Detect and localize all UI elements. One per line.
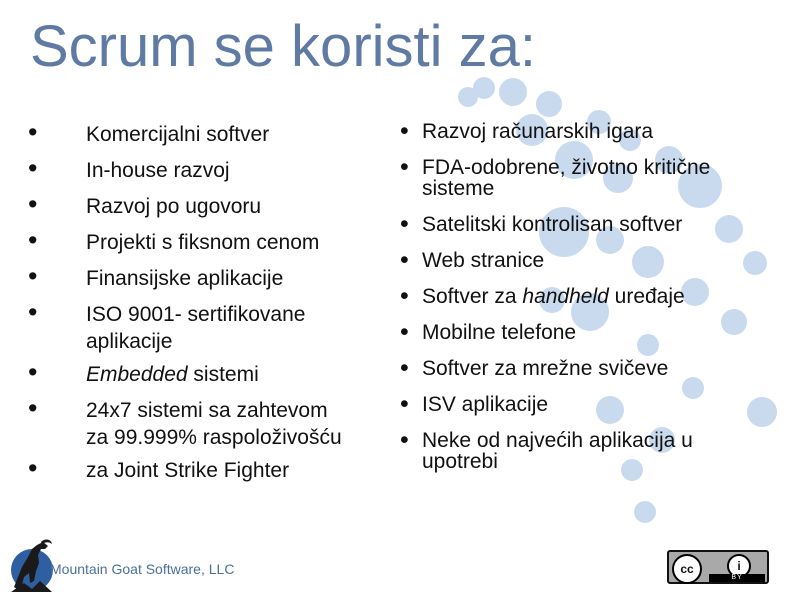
list-item: • Komercijalni softver [28,117,270,147]
cc-icon: cc [672,554,702,584]
bullet-icon: • [400,318,409,346]
list-item: • Softver za mrežne svičeve [400,354,669,382]
slide-title: Scrum se koristi za: [30,14,536,79]
bullet-icon: • [28,225,38,255]
bullet-icon: • [28,297,38,327]
creative-commons-by-icon [667,550,769,584]
bullet-icon: • [400,153,409,181]
list-item: • In-house razvoj [28,153,230,183]
list-item: • Softver za handheld uređaje [400,282,685,310]
left-bullet-list [14,117,394,493]
list-item: • Projekti s fiksnom cenom [28,225,320,255]
list-item: • za Joint Strike Fighter [28,453,290,483]
list-item: • ISV aplikacije [400,390,549,418]
bullet-icon: • [400,246,409,274]
bullet-icon: • [400,117,409,145]
bullet-icon: • [28,261,38,291]
license-label: BY [709,574,765,582]
bullet-icon: • [28,357,38,387]
mountain-goat-logo-icon [8,537,54,595]
bullet-icon: • [28,117,38,147]
list-item: • Neke od najvećih aplikacija u upotrebi [400,426,693,473]
list-item: • FDA-odobrene, životno kritične sisteme [400,153,711,200]
list-item: • Embedded sistemi [28,357,259,387]
list-item: • Razvoj po ugovoru [28,189,262,219]
list-item: • Satelitski kontrolisan softver [400,210,683,238]
list-item: • Mobilne telefone [400,318,577,346]
bullet-icon: • [400,390,409,418]
list-item: • 24x7 sistemi sa zahtevom za 99.999% raspoloživošću [28,393,342,449]
bullet-icon: • [28,153,38,183]
bullet-icon: • [400,282,409,310]
right-bullet-list [400,117,760,487]
bullet-icon: • [400,354,409,382]
attribution-icon: i [727,554,751,578]
company-name: Mountain Goat Software, LLC [50,561,235,577]
bullet-icon: • [28,189,38,219]
list-item: • Finansijske aplikacije [28,261,284,291]
list-item: • ISO 9001- sertifikovane aplikacije [28,297,306,353]
bullet-icon: • [28,453,38,483]
list-item: • Razvoj računarskih igara [400,117,654,145]
list-item: • Web stranice [400,246,545,274]
bullet-icon: • [400,426,409,454]
bullet-icon: • [28,393,38,423]
bullet-icon: • [400,210,409,238]
